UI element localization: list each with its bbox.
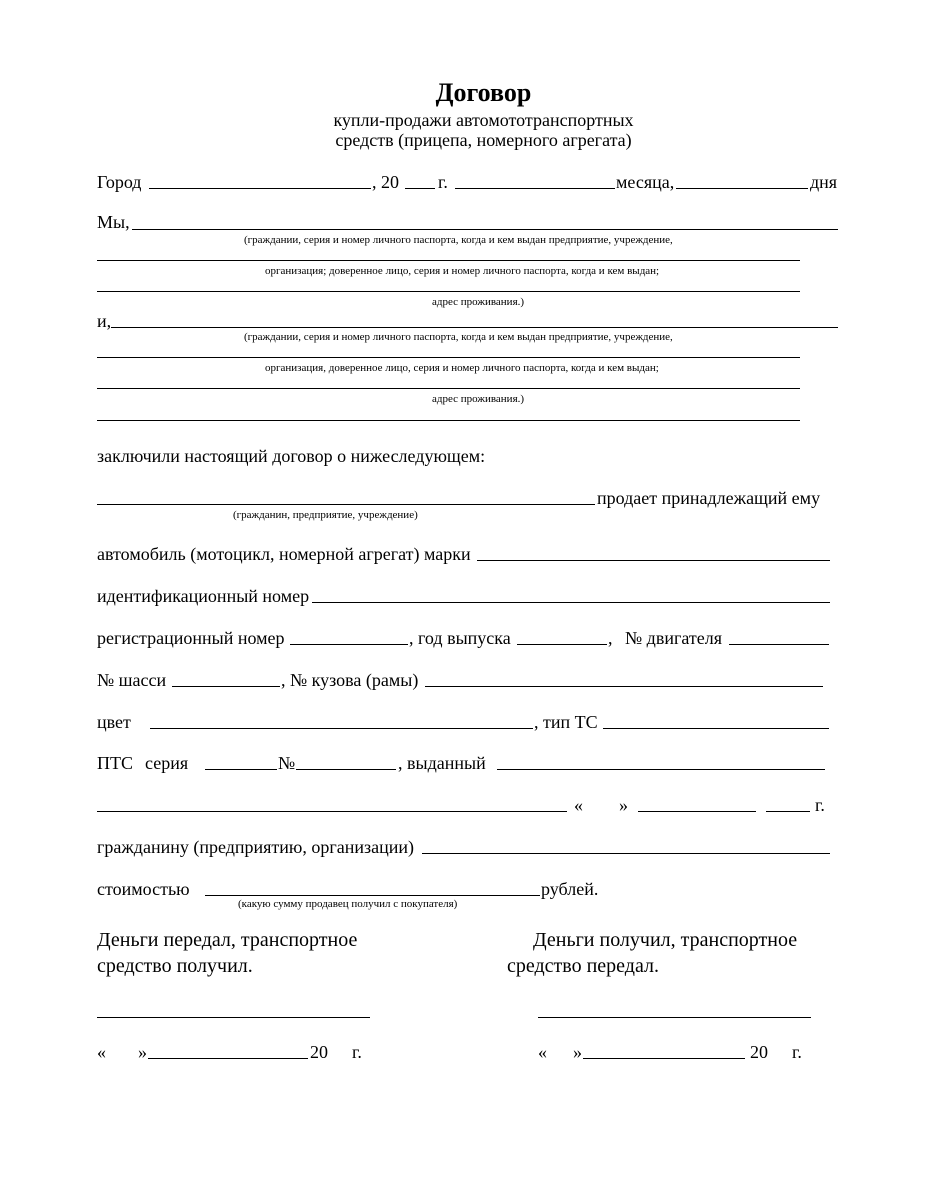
car-brand-label: автомобиль (мотоцикл, номерной агрегат) марки [97, 544, 471, 564]
left-sig-line2: средство получил. [97, 955, 253, 977]
left-date-g: г. [352, 1042, 362, 1062]
issued-field[interactable] [497, 769, 825, 770]
left-date-close-quote: » [138, 1042, 147, 1062]
ts-type-field[interactable] [603, 728, 829, 729]
year-of-issue-label: , год выпуска [409, 628, 511, 648]
issue-year-field[interactable] [766, 811, 810, 812]
sells-text: продает принадлежащий ему [597, 488, 821, 508]
document-subtitle-2: средств (прицепа, номерного агрегата) [335, 130, 632, 150]
color-field[interactable] [150, 728, 533, 729]
right-date-open-quote: « [538, 1042, 547, 1062]
city-label: Город [97, 172, 142, 192]
vin-label: идентификационный номер [97, 586, 310, 606]
right-date-field[interactable] [583, 1058, 745, 1059]
issue-date-g: г. [815, 795, 825, 815]
chassis-no-label: № шасси [97, 670, 167, 690]
year-suffix: г. [438, 172, 448, 192]
city-field[interactable] [149, 188, 371, 189]
year-of-issue-field[interactable] [517, 644, 607, 645]
left-date-year: 20 [310, 1042, 328, 1062]
right-signature-field[interactable] [538, 1017, 811, 1018]
document-title: Договор [435, 78, 532, 107]
engine-no-label: № двигателя [625, 628, 722, 648]
party1-field[interactable] [132, 229, 838, 230]
issue-month-field[interactable] [638, 811, 756, 812]
reg-number-field[interactable] [290, 644, 408, 645]
party2-field-4[interactable] [97, 420, 800, 421]
right-date-close-quote: » [573, 1042, 582, 1062]
party2-field-3[interactable] [97, 388, 800, 389]
right-sig-line2: средство передал. [507, 955, 659, 977]
engine-no-field[interactable] [729, 644, 829, 645]
car-brand-field[interactable] [477, 560, 830, 561]
right-date-year: 20 [750, 1042, 768, 1062]
pts-no-label: № [278, 753, 296, 773]
party2-hint-address: адрес проживания.) [432, 393, 525, 405]
left-sig-line1: Деньги передал, транспортное [97, 929, 358, 951]
year-field[interactable] [405, 188, 435, 189]
chassis-no-field[interactable] [172, 686, 280, 687]
right-sig-line1: Деньги получил, транспортное [533, 929, 798, 951]
party1-label: Мы, [97, 212, 130, 232]
pts-series-field[interactable] [205, 769, 277, 770]
day-field[interactable] [676, 188, 808, 189]
document-subtitle-1: купли-продажи автомототранспортных [333, 110, 634, 130]
right-date-g: г. [792, 1042, 802, 1062]
party2-field-2[interactable] [97, 357, 800, 358]
seller-field[interactable] [97, 504, 595, 505]
left-signature-field[interactable] [97, 1017, 370, 1018]
year-prefix: , 20 [372, 172, 399, 192]
buyer-label: гражданину (предприятию, организации) [97, 837, 415, 857]
issue-date-close-quote: » [619, 795, 628, 815]
party1-field-3[interactable] [97, 291, 800, 292]
month-label: месяца, [616, 172, 675, 192]
left-date-open-quote: « [97, 1042, 106, 1062]
pts-label: ПТС [97, 753, 133, 773]
body-no-label: , № кузова (рамы) [281, 670, 419, 690]
party1-hint-address: адрес проживания.) [432, 296, 525, 308]
party2-label: и, [97, 311, 112, 331]
concluded-text: заключили настоящий договор о нижеследующем: [97, 446, 486, 466]
cost-field[interactable] [205, 895, 540, 896]
cost-hint: (какую сумму продавец получил с покупателя) [238, 898, 458, 910]
cost-label: стоимостью [97, 879, 190, 899]
issued-by-field[interactable] [97, 811, 567, 812]
party1-field-2[interactable] [97, 260, 800, 261]
party1-hint-2: организация; доверенное лицо, серия и номер личного паспорта, когда и кем выдан; [265, 265, 660, 277]
comma-1: , [608, 628, 613, 648]
rubles-label: рублей. [541, 879, 599, 899]
buyer-field[interactable] [422, 853, 830, 854]
seller-hint: (гражданин, предприятие, учреждение) [233, 509, 418, 521]
party2-hint-1: (граждании, серия и номер личного паспорта, когда и кем выдан предприятие, учреждение, [244, 331, 673, 343]
vin-field[interactable] [312, 602, 830, 603]
day-label: дня [810, 172, 838, 192]
party2-field[interactable] [111, 327, 838, 328]
color-label: цвет [97, 712, 131, 732]
party1-hint-1: (граждании, серия и номер личного паспорта, когда и кем выдан предприятие, учреждение, [244, 234, 673, 246]
party2-hint-2: организация, доверенное лицо, серия и номер личного паспорта, когда и кем выдан; [265, 362, 659, 374]
left-date-field[interactable] [148, 1058, 308, 1059]
body-no-field[interactable] [425, 686, 823, 687]
month-field[interactable] [455, 188, 615, 189]
pts-no-field[interactable] [296, 769, 396, 770]
pts-series-label: серия [145, 753, 189, 773]
issued-label: , выданный [398, 753, 486, 773]
issue-date-open-quote: « [574, 795, 583, 815]
ts-type-label: , тип ТС [534, 712, 598, 732]
reg-number-label: регистрационный номер [97, 628, 285, 648]
